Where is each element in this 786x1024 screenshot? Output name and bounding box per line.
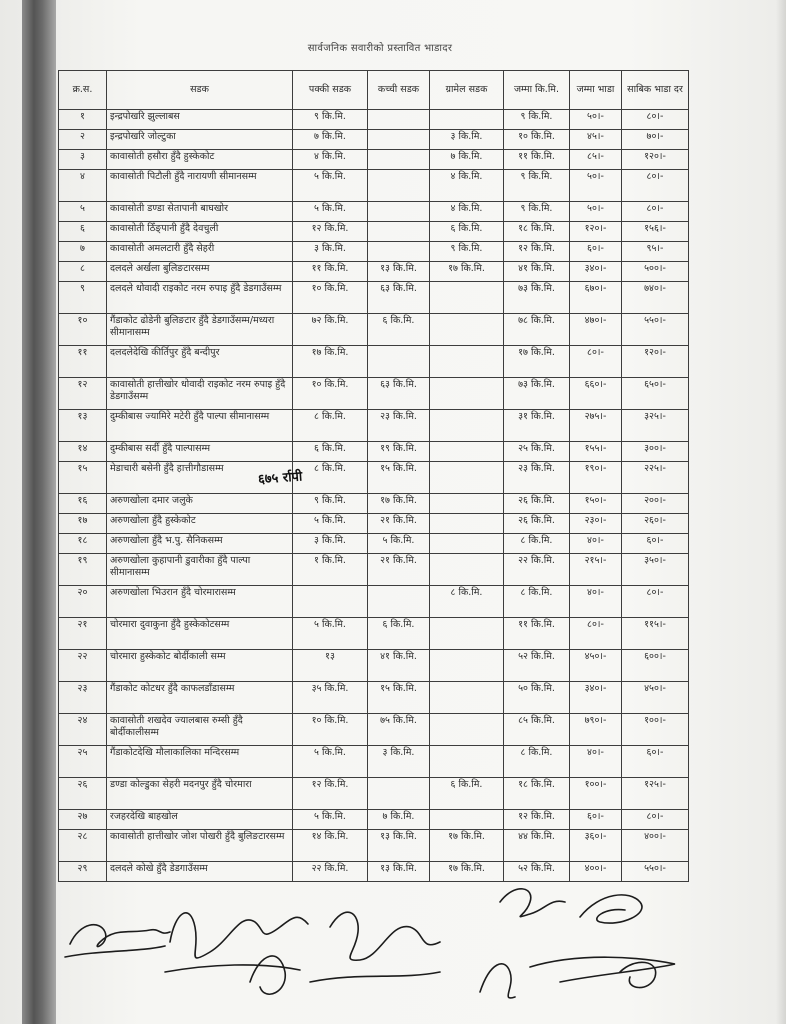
header-road: सडक xyxy=(107,71,293,110)
cell-fare: १५०।- xyxy=(570,494,622,514)
cell-road: कावासोती हसौरा हुँदै हुस्केकोट xyxy=(107,150,293,170)
cell-unpaved: ६ कि.मि. xyxy=(368,314,430,346)
cell-km: ४१ कि.मि. xyxy=(504,262,570,282)
cell-km: ८ कि.मि. xyxy=(504,586,570,618)
cell-old: १२०।- xyxy=(622,346,689,378)
cell-unpaved: ५ कि.मि. xyxy=(368,534,430,554)
cell-paved: १० कि.मि. xyxy=(293,378,368,410)
cell-km: ४४ कि.मि. xyxy=(504,830,570,862)
cell-fare: ८०।- xyxy=(570,618,622,650)
cell-km: ५० कि.मि. xyxy=(504,682,570,714)
cell-rural xyxy=(430,514,504,534)
cell-old: २६०।- xyxy=(622,514,689,534)
table-row xyxy=(59,682,689,714)
signatures xyxy=(60,872,700,1012)
cell-road: कावासोती ठिँङ्पानी हुँदै देवचुली xyxy=(107,222,293,242)
cell-road: कावासोती डण्डा सेतापानी बाघखोर xyxy=(107,202,293,222)
document-title: सार्वजनिक सवारीको प्रस्तावित भाडादर xyxy=(307,43,453,54)
cell-old: १००।- xyxy=(622,714,689,746)
cell-sn: २९ xyxy=(59,862,107,882)
cell-unpaved: ६ कि.मि. xyxy=(368,618,430,650)
table-row xyxy=(59,410,689,442)
cell-fare: २३०।- xyxy=(570,514,622,534)
cell-paved: १४ कि.मि. xyxy=(293,830,368,862)
table-row xyxy=(59,494,689,514)
cell-road: गैंडाकोट कोटधर हुँदै काफलडाँडासम्म xyxy=(107,682,293,714)
cell-road: कावासोती शखदेव ज्यालबास रुम्सी हुँदै बोर्दीकालीसम्म xyxy=(107,714,293,746)
cell-rural xyxy=(430,650,504,682)
cell-road: इन्द्रपोखरि जोल्टुका xyxy=(107,130,293,150)
cell-km: १८ कि.मि. xyxy=(504,778,570,810)
cell-old: ८०।- xyxy=(622,110,689,130)
cell-paved: ४ कि.मि. xyxy=(293,150,368,170)
cell-unpaved: १५ कि.मि. xyxy=(368,682,430,714)
header-old-fare: साबिक भाडा दर xyxy=(622,71,689,110)
cell-sn: १ xyxy=(59,110,107,130)
cell-km: ५२ कि.मि. xyxy=(504,862,570,882)
cell-unpaved: २१ कि.मि. xyxy=(368,554,430,586)
cell-unpaved: १५ कि.मि. xyxy=(368,462,430,494)
cell-old: ५००।- xyxy=(622,262,689,282)
cell-fare: ३६०।- xyxy=(570,830,622,862)
cell-unpaved xyxy=(368,586,430,618)
cell-old: ८०।- xyxy=(622,810,689,830)
cell-rural: ९ कि.मि. xyxy=(430,242,504,262)
cell-unpaved: १७ कि.मि. xyxy=(368,494,430,514)
cell-unpaved: ६३ कि.मि. xyxy=(368,282,430,314)
cell-old: ११५।- xyxy=(622,618,689,650)
cell-paved: १२ कि.मि. xyxy=(293,778,368,810)
cell-sn: ३ xyxy=(59,150,107,170)
cell-fare: ४०।- xyxy=(570,746,622,778)
cell-paved: ७२ कि.मि. xyxy=(293,314,368,346)
cell-paved: ३५ कि.मि. xyxy=(293,682,368,714)
cell-km: ५२ कि.मि. xyxy=(504,650,570,682)
cell-rural: ३ कि.मि. xyxy=(430,130,504,150)
cell-paved: १० कि.मि. xyxy=(293,282,368,314)
cell-road: मेडाचारी बसेनी हुँदै हात्तीगौडासम्म xyxy=(107,462,293,494)
table-row xyxy=(59,650,689,682)
cell-unpaved: १३ कि.मि. xyxy=(368,262,430,282)
cell-paved: १० कि.मि. xyxy=(293,714,368,746)
header-sn: क्र.स. xyxy=(59,71,107,110)
cell-unpaved: ७ कि.मि. xyxy=(368,810,430,830)
cell-rural xyxy=(430,410,504,442)
cell-paved xyxy=(293,586,368,618)
cell-sn: २० xyxy=(59,586,107,618)
table-row xyxy=(59,618,689,650)
cell-rural xyxy=(430,282,504,314)
table-row xyxy=(59,462,689,494)
cell-rural xyxy=(430,314,504,346)
cell-rural xyxy=(430,682,504,714)
table-row xyxy=(59,242,689,262)
cell-rural xyxy=(430,110,504,130)
header-paved: पक्की सडक xyxy=(293,71,368,110)
table-row xyxy=(59,110,689,130)
cell-old: ३५०।- xyxy=(622,554,689,586)
cell-paved: ५ कि.मि. xyxy=(293,202,368,222)
cell-paved: १३ xyxy=(293,650,368,682)
cell-rural xyxy=(430,618,504,650)
cell-km: ११ कि.मि. xyxy=(504,618,570,650)
handwritten-mark: ६७५ र्रापी xyxy=(257,469,303,488)
cell-unpaved xyxy=(368,242,430,262)
cell-unpaved: १३ कि.मि. xyxy=(368,830,430,862)
header-total-fare: जम्मा भाडा xyxy=(570,71,622,110)
cell-road: अरुणखोला कुहापानी डुवारीका हुँदै पाल्पा सीमानासम्म xyxy=(107,554,293,586)
cell-sn: १० xyxy=(59,314,107,346)
cell-km: ११ कि.मि. xyxy=(504,150,570,170)
cell-km: १७ कि.मि. xyxy=(504,346,570,378)
signature-4-tail xyxy=(310,972,440,982)
cell-fare: ३४०।- xyxy=(570,262,622,282)
cell-km: ८५ कि.मि. xyxy=(504,714,570,746)
table-row xyxy=(59,714,689,746)
cell-old: ४५०।- xyxy=(622,682,689,714)
cell-unpaved xyxy=(368,110,430,130)
cell-road: कावासोती हात्तीखोर जोश पोखरी हुँदै बुलिङटारसम्म xyxy=(107,830,293,862)
table-row xyxy=(59,150,689,170)
cell-rural: ६ कि.मि. xyxy=(430,778,504,810)
signature-8 xyxy=(530,957,675,982)
signature-4 xyxy=(330,912,440,960)
table-row xyxy=(59,810,689,830)
cell-unpaved: ४१ कि.मि. xyxy=(368,650,430,682)
cell-paved: ११ कि.मि. xyxy=(293,262,368,282)
cell-fare: ६०।- xyxy=(570,242,622,262)
cell-unpaved xyxy=(368,346,430,378)
cell-road: अरुणखोला दमार जलुके xyxy=(107,494,293,514)
cell-km: १२ कि.मि. xyxy=(504,242,570,262)
cell-rural: ८ कि.मि. xyxy=(430,586,504,618)
cell-rural: ६ कि.मि. xyxy=(430,222,504,242)
cell-paved: ७ कि.मि. xyxy=(293,130,368,150)
cell-road: अरुणखोला भिउरान हुँदै चोरमारासम्म xyxy=(107,586,293,618)
cell-fare: ८०।- xyxy=(570,346,622,378)
cell-sn: २३ xyxy=(59,682,107,714)
cell-fare: ४००।- xyxy=(570,862,622,882)
cell-paved: ९ कि.मि. xyxy=(293,494,368,514)
cell-road: रजहरदेखि बाहखोल xyxy=(107,810,293,830)
cell-fare: ४०।- xyxy=(570,586,622,618)
table-row xyxy=(59,514,689,534)
cell-old: ७४०।- xyxy=(622,282,689,314)
cell-sn: ८ xyxy=(59,262,107,282)
cell-old: ५५०।- xyxy=(622,314,689,346)
cell-km: ७३ कि.मि. xyxy=(504,378,570,410)
signature-2-line xyxy=(165,965,300,972)
cell-rural: १७ कि.मि. xyxy=(430,830,504,862)
cell-rural xyxy=(430,494,504,514)
cell-sn: २२ xyxy=(59,650,107,682)
cell-sn: १८ xyxy=(59,534,107,554)
cell-km: ८ कि.मि. xyxy=(504,746,570,778)
page-edge xyxy=(776,0,786,1024)
signature-5 xyxy=(500,889,565,917)
cell-fare: ५०।- xyxy=(570,170,622,202)
cell-old: १५६।- xyxy=(622,222,689,242)
fare-table xyxy=(58,70,689,882)
table-row xyxy=(59,314,689,346)
header-total-km: जम्मा कि.मि. xyxy=(504,71,570,110)
cell-km: ३१ कि.मि. xyxy=(504,410,570,442)
cell-paved: ८ कि.मि. xyxy=(293,462,368,494)
cell-sn: ७ xyxy=(59,242,107,262)
cell-fare: १५५।- xyxy=(570,442,622,462)
cell-unpaved xyxy=(368,778,430,810)
cell-rural xyxy=(430,746,504,778)
cell-fare: २७५।- xyxy=(570,410,622,442)
table-row xyxy=(59,778,689,810)
cell-sn: २१ xyxy=(59,618,107,650)
cell-km: ९ कि.मि. xyxy=(504,202,570,222)
cell-paved: ६ कि.मि. xyxy=(293,442,368,462)
cell-sn: १७ xyxy=(59,514,107,534)
cell-unpaved: ७५ कि.मि. xyxy=(368,714,430,746)
cell-fare: २१५।- xyxy=(570,554,622,586)
cell-sn: २७ xyxy=(59,810,107,830)
cell-sn: १४ xyxy=(59,442,107,462)
cell-km: १० कि.मि. xyxy=(504,130,570,150)
cell-km: २६ कि.मि. xyxy=(504,494,570,514)
cell-fare: ४०।- xyxy=(570,534,622,554)
cell-unpaved: २१ कि.मि. xyxy=(368,514,430,534)
cell-old: ३००।- xyxy=(622,442,689,462)
table-row xyxy=(59,170,689,202)
cell-paved: ३ कि.मि. xyxy=(293,534,368,554)
cell-km: ८ कि.मि. xyxy=(504,534,570,554)
cell-rural xyxy=(430,462,504,494)
cell-km: २५ कि.मि. xyxy=(504,442,570,462)
cell-old: ७०।- xyxy=(622,130,689,150)
cell-sn: २५ xyxy=(59,746,107,778)
cell-rural xyxy=(430,534,504,554)
cell-road: दलदलेदेखि कीर्तिपुर हुँदै बन्दीपुर xyxy=(107,346,293,378)
cell-old: ८०।- xyxy=(622,170,689,202)
cell-sn: १५ xyxy=(59,462,107,494)
cell-paved: ५ कि.मि. xyxy=(293,810,368,830)
cell-old: ५५०।- xyxy=(622,862,689,882)
signature-3 xyxy=(250,956,285,994)
cell-old: ३२५।- xyxy=(622,410,689,442)
cell-fare: ७९०।- xyxy=(570,714,622,746)
cell-road: कावासोती हात्तीखोर धोवादी राइकोट नरम रुपाइ हुँदै डेडगाउँसम्म xyxy=(107,378,293,410)
cell-old: १२०।- xyxy=(622,150,689,170)
cell-paved: ५ कि.मि. xyxy=(293,746,368,778)
cell-old: ९५।- xyxy=(622,242,689,262)
table-row xyxy=(59,378,689,410)
cell-km: ९ कि.मि. xyxy=(504,170,570,202)
header-rural: ग्रामेल सडक xyxy=(430,71,504,110)
binder-shadow xyxy=(22,0,56,1024)
cell-unpaved: २३ कि.मि. xyxy=(368,410,430,442)
cell-unpaved xyxy=(368,202,430,222)
cell-paved: १७ कि.मि. xyxy=(293,346,368,378)
table-row xyxy=(59,554,689,586)
cell-unpaved: ६३ कि.मि. xyxy=(368,378,430,410)
cell-fare: ५०।- xyxy=(570,202,622,222)
cell-sn: २८ xyxy=(59,830,107,862)
cell-road: अरुणखोला हुँदै भ.पु. सैनिकसम्म xyxy=(107,534,293,554)
cell-km: २६ कि.मि. xyxy=(504,514,570,534)
cell-paved: ५ कि.मि. xyxy=(293,618,368,650)
cell-old: ६०।- xyxy=(622,746,689,778)
cell-rural: १७ कि.मि. xyxy=(430,262,504,282)
cell-paved: १२ कि.मि. xyxy=(293,222,368,242)
cell-paved: ८ कि.मि. xyxy=(293,410,368,442)
cell-fare: १९०।- xyxy=(570,462,622,494)
cell-fare: ६७०।- xyxy=(570,282,622,314)
cell-fare: ४५०।- xyxy=(570,650,622,682)
cell-rural xyxy=(430,554,504,586)
cell-road: दलदले कोखे हुँदै डेडगाउँसम्म xyxy=(107,862,293,882)
cell-sn: १९ xyxy=(59,554,107,586)
cell-sn: २४ xyxy=(59,714,107,746)
cell-rural: ४ कि.मि. xyxy=(430,170,504,202)
cell-road: दलदले अर्खला बुलिङटारसम्म xyxy=(107,262,293,282)
cell-road: चोरमारा दुवाकुना हुँदै हुस्केकोटसम्म xyxy=(107,618,293,650)
cell-fare: १२०।- xyxy=(570,222,622,242)
cell-km: ७८ कि.मि. xyxy=(504,314,570,346)
cell-sn: ११ xyxy=(59,346,107,378)
cell-rural xyxy=(430,346,504,378)
signature-7 xyxy=(480,964,515,998)
cell-road: गैंडाकोट ढोडेनी बुलिङटार हुँदै डेडगाउँसम्म/मध्यरा सीमानासम्म xyxy=(107,314,293,346)
signature-8-loop xyxy=(620,962,656,987)
cell-rural xyxy=(430,442,504,462)
table-row xyxy=(59,534,689,554)
cell-sn: २ xyxy=(59,130,107,150)
cell-road: कावासोती पिटौली हुँदै नारायणी सीमानसम्म xyxy=(107,170,293,202)
cell-fare: ६०।- xyxy=(570,810,622,830)
cell-sn: १२ xyxy=(59,378,107,410)
table-row xyxy=(59,130,689,150)
cell-fare: ३४०।- xyxy=(570,682,622,714)
cell-road: दुम्कीबास ज्यामिरे मटेरी हुँदै पाल्पा सीमानासम्म xyxy=(107,410,293,442)
cell-road: डण्डा कोल्डुका सेहरी मदनपुर हुँदै चोरमारा xyxy=(107,778,293,810)
cell-unpaved xyxy=(368,170,430,202)
cell-km: १८ कि.मि. xyxy=(504,222,570,242)
signature-6 xyxy=(580,895,642,923)
cell-sn: ६ xyxy=(59,222,107,242)
cell-road: कावासोती अमलटारी हुँदै सेहरी xyxy=(107,242,293,262)
table-row xyxy=(59,442,689,462)
cell-rural xyxy=(430,714,504,746)
cell-rural: ४ कि.मि. xyxy=(430,202,504,222)
cell-road: दुम्कीबास सर्दी हुँदै पाल्पासम्म xyxy=(107,442,293,462)
cell-rural: १७ कि.मि. xyxy=(430,862,504,882)
cell-road: दलदले धोवादी राइकोट नरम रुपाइ हुँदै डेडगाउँसम्म xyxy=(107,282,293,314)
cell-old: ४००।- xyxy=(622,830,689,862)
table-row xyxy=(59,202,689,222)
cell-paved: ९ कि.मि. xyxy=(293,110,368,130)
cell-old: ८०।- xyxy=(622,586,689,618)
cell-fare: ४५।- xyxy=(570,130,622,150)
cell-road: अरुणखोला हुँदै हुस्केकोट xyxy=(107,514,293,534)
cell-unpaved: १९ कि.मि. xyxy=(368,442,430,462)
signature-1 xyxy=(70,925,170,947)
cell-old: २००।- xyxy=(622,494,689,514)
cell-sn: १६ xyxy=(59,494,107,514)
cell-sn: २६ xyxy=(59,778,107,810)
cell-paved: ५ कि.मि. xyxy=(293,170,368,202)
table-row xyxy=(59,346,689,378)
table-row xyxy=(59,282,689,314)
cell-road: गैंडाकोटदेखि मौलाकालिका मन्दिरसम्म xyxy=(107,746,293,778)
cell-old: ८०।- xyxy=(622,202,689,222)
signature-2 xyxy=(170,913,308,958)
cell-km: ७३ कि.मि. xyxy=(504,282,570,314)
cell-old: २२५।- xyxy=(622,462,689,494)
table-row xyxy=(59,830,689,862)
table-row xyxy=(59,262,689,282)
signature-1-underline xyxy=(65,946,165,957)
cell-rural xyxy=(430,810,504,830)
cell-rural xyxy=(430,378,504,410)
cell-fare: ८५।- xyxy=(570,150,622,170)
cell-old: १२५।- xyxy=(622,778,689,810)
cell-fare: ४७०।- xyxy=(570,314,622,346)
cell-sn: १३ xyxy=(59,410,107,442)
cell-unpaved xyxy=(368,222,430,242)
cell-km: २३ कि.मि. xyxy=(504,462,570,494)
cell-road: चोरमारा हुस्केकोट बोर्दीकाली सम्म xyxy=(107,650,293,682)
cell-rural: ७ कि.मि. xyxy=(430,150,504,170)
cell-road: इन्द्रपोखरि झुल्लाबस xyxy=(107,110,293,130)
cell-km: १२ कि.मि. xyxy=(504,810,570,830)
cell-old: ६०।- xyxy=(622,534,689,554)
table-row xyxy=(59,222,689,242)
cell-sn: ५ xyxy=(59,202,107,222)
cell-fare: ५०।- xyxy=(570,110,622,130)
cell-paved: १ कि.मि. xyxy=(293,554,368,586)
table-header-row xyxy=(59,71,689,110)
cell-sn: ९ xyxy=(59,282,107,314)
cell-paved: ३ कि.मि. xyxy=(293,242,368,262)
cell-unpaved xyxy=(368,150,430,170)
cell-sn: ४ xyxy=(59,170,107,202)
cell-km: २२ कि.मि. xyxy=(504,554,570,586)
cell-km: ९ कि.मि. xyxy=(504,110,570,130)
cell-paved: २२ कि.मि. xyxy=(293,862,368,882)
table-row xyxy=(59,746,689,778)
table-row xyxy=(59,586,689,618)
cell-unpaved: ३ कि.मि. xyxy=(368,746,430,778)
cell-fare: १००।- xyxy=(570,778,622,810)
header-unpaved: कच्ची सडक xyxy=(368,71,430,110)
cell-old: ६००।- xyxy=(622,650,689,682)
cell-unpaved xyxy=(368,130,430,150)
cell-old: ६५०।- xyxy=(622,378,689,410)
cell-unpaved: १३ कि.मि. xyxy=(368,862,430,882)
cell-fare: ६६०।- xyxy=(570,378,622,410)
cell-paved: ५ कि.मि. xyxy=(293,514,368,534)
